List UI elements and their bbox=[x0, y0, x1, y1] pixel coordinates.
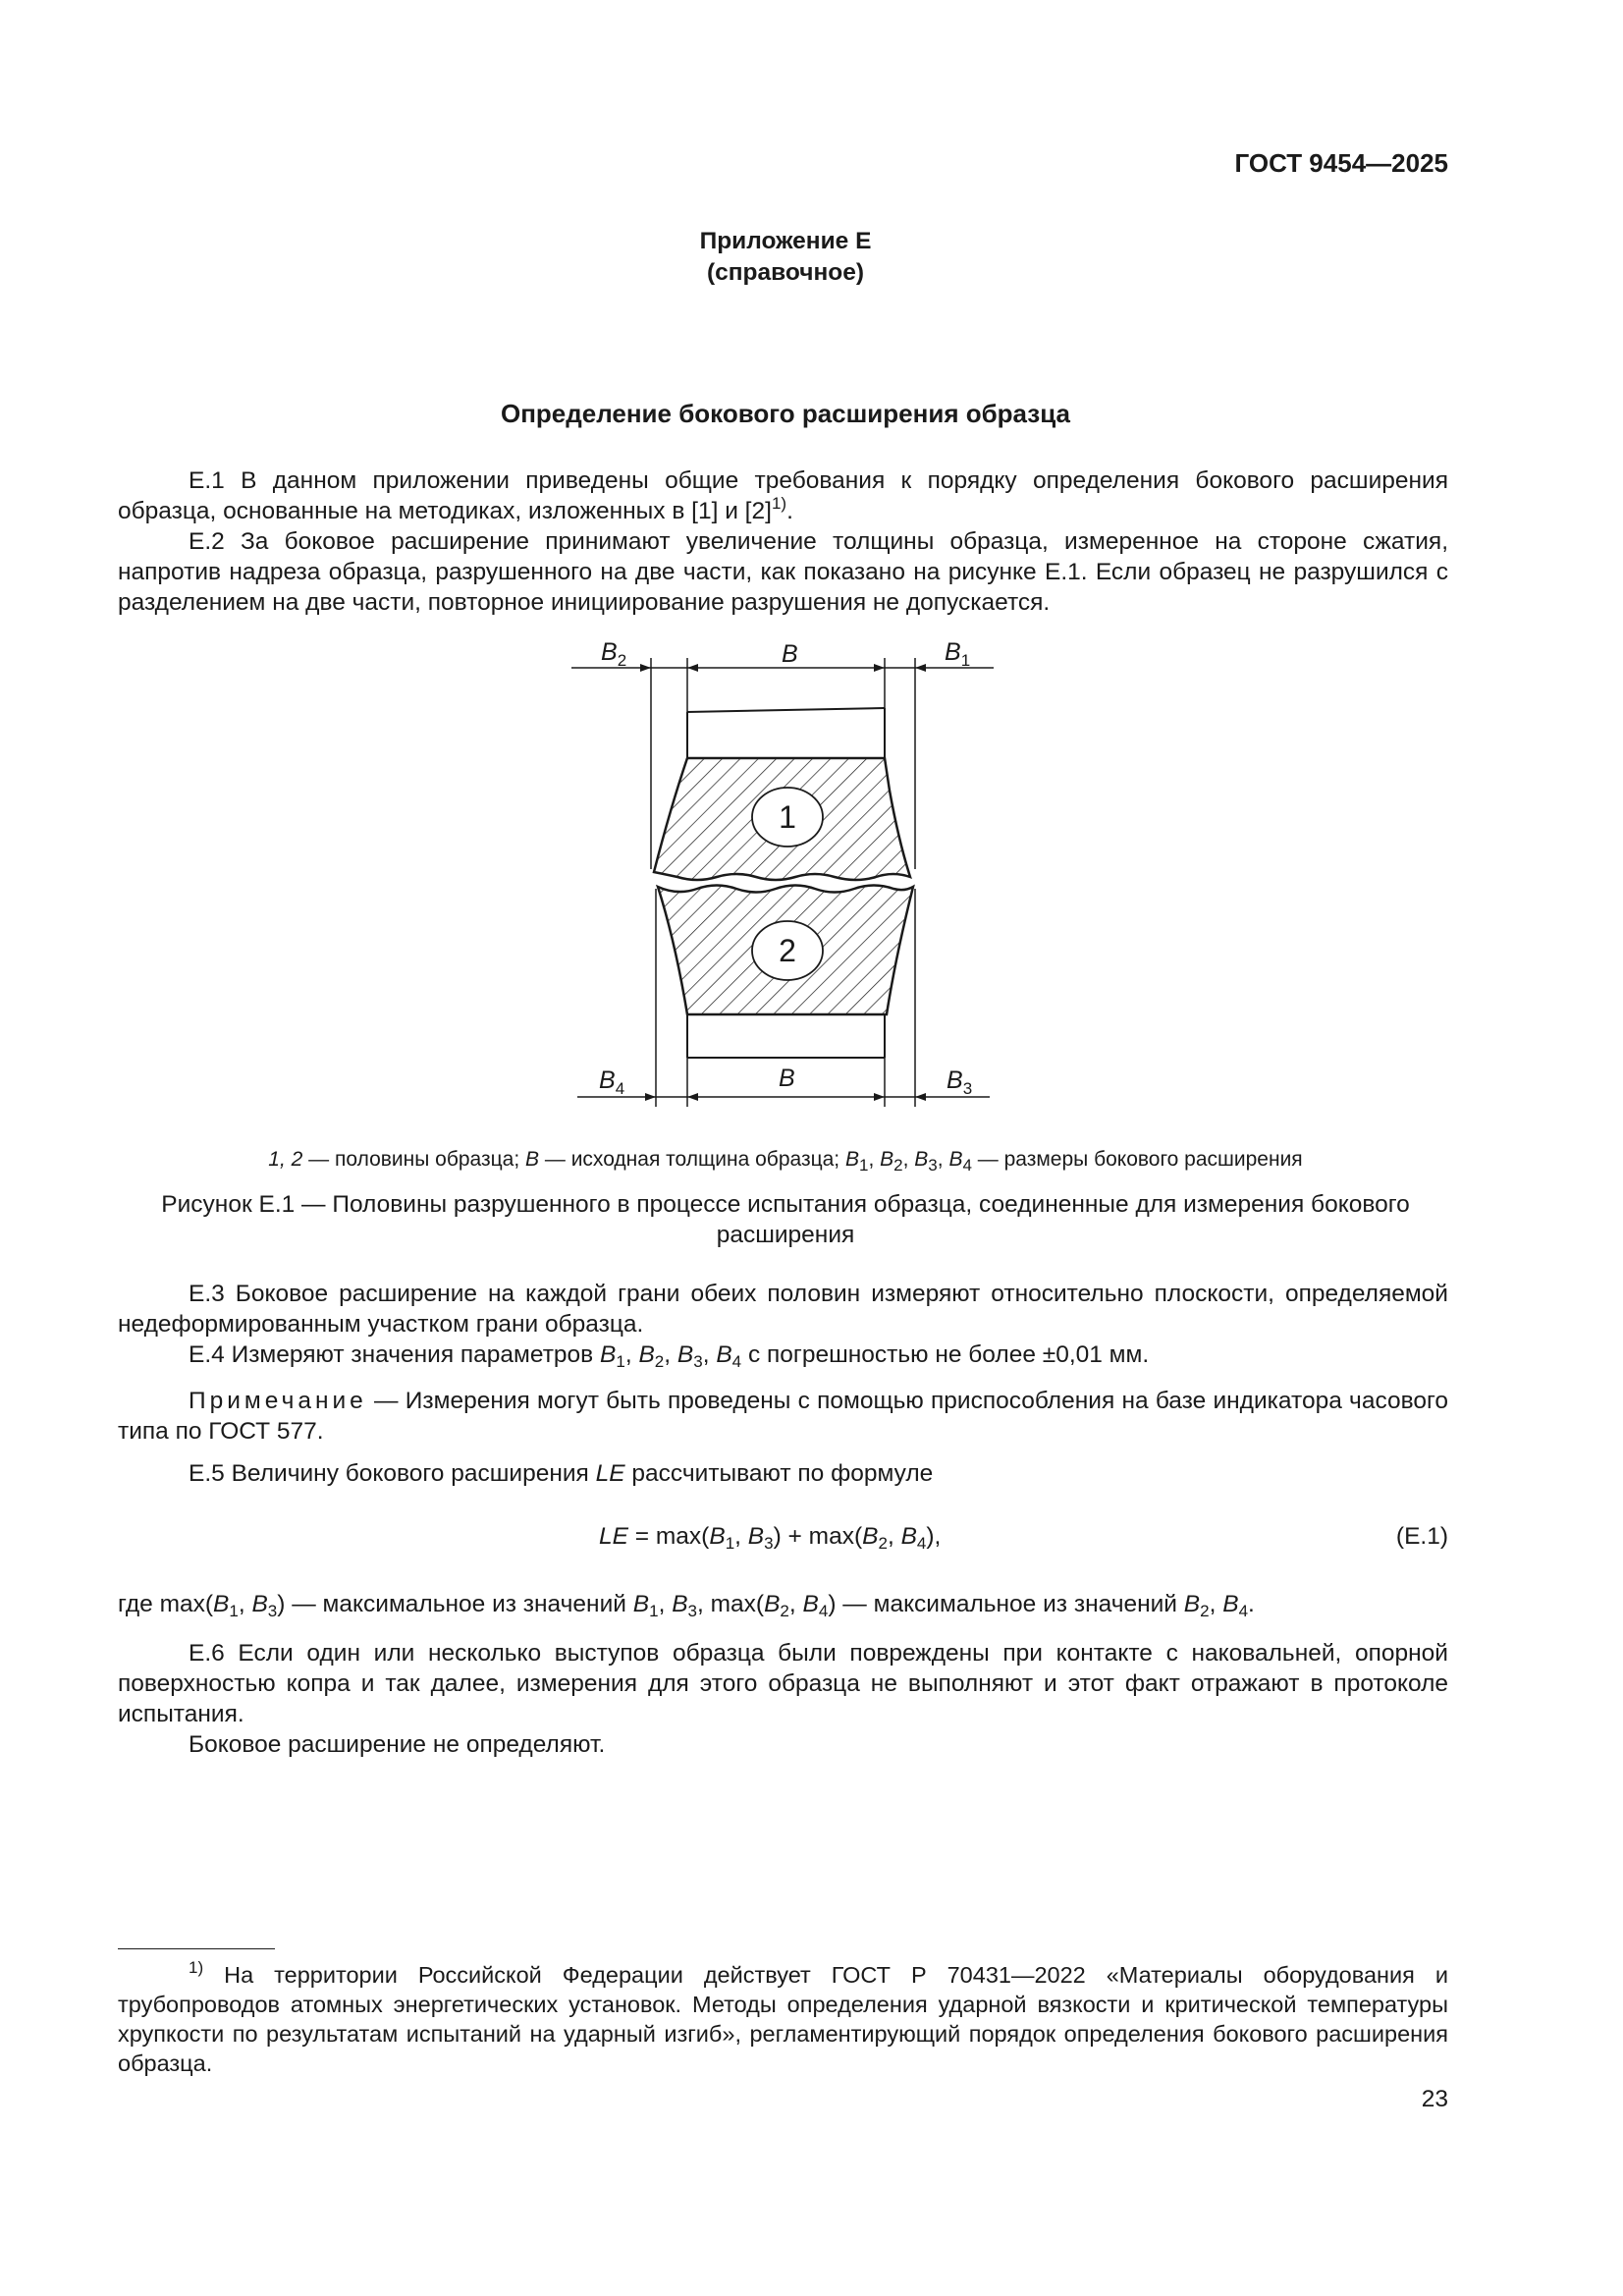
label-b4: $B_4$ bbox=[599, 1066, 625, 1098]
lower-half-unhatched bbox=[687, 1014, 885, 1058]
label-b1: $B_1$ bbox=[945, 638, 971, 670]
paragraph-e6: Е.6 Если один или несколько выступов образца были повреждены при контакте с наковальней, опорной поверхностью копра и так далее, измерения для этого образца не выполняют и этот факт отражают в протоколе испытания. bbox=[118, 1640, 1448, 1727]
extension-lines bbox=[651, 658, 915, 1107]
label-b2: $B_2$ bbox=[601, 638, 627, 670]
note-text: — Измерения могут быть проведены с помощью приспособления на базе индикатора часового типа по ГОСТ 577. bbox=[118, 1388, 1448, 1445]
label-b-bottom: B bbox=[779, 1065, 795, 1092]
document-code: ГОСТ 9454—2025 bbox=[1234, 148, 1448, 178]
label-b-top: B bbox=[782, 640, 798, 668]
legend-halves: 1, 2 bbox=[268, 1148, 303, 1171]
formula-explanation: где $\max(B_1$, $B_3$) — максимальное из значений $B_1$, $B_3$, $\max(B_2$, $B_4$) — максимальное из значений $B_2$, $B_4$. bbox=[118, 1591, 1255, 1620]
half-2-label: 2 bbox=[779, 933, 796, 968]
arrow bbox=[915, 1093, 926, 1101]
arrow bbox=[640, 664, 651, 672]
formula-expression: LE = $\max(B_1$, $B_3) + \max(B_2$, $B_4$), bbox=[599, 1523, 942, 1553]
paragraph-not-determined: Боковое расширение не определяют. bbox=[189, 1731, 606, 1758]
footnote bbox=[118, 1960, 1448, 2078]
page-number: 23 bbox=[1421, 2086, 1448, 2112]
paragraph-e4: Е.4 Измеряют значения параметров $B_1$, $B_2$, $B_3$, $B_4$ с погрешностью не более ±0,01 мм. bbox=[189, 1341, 1150, 1371]
note bbox=[118, 1386, 1448, 1447]
figure-legend: 1, 2 — половины образца; B — исходная толщина образца; $B_1$, $B_2$, $B_3$, $B_4$ — размеры бокового расширения bbox=[268, 1148, 1303, 1175]
half-1-label: 1 bbox=[779, 799, 796, 835]
label-b3: $B_3$ bbox=[947, 1066, 973, 1098]
footnote-divider bbox=[118, 1948, 275, 1949]
appendix-subtitle: (справочное) bbox=[706, 259, 865, 286]
e1-end: . bbox=[786, 498, 793, 524]
arrow bbox=[874, 664, 885, 672]
section-title: Определение бокового расширения образца bbox=[500, 399, 1070, 428]
paragraph-e1 bbox=[118, 465, 1448, 526]
arrow bbox=[874, 1093, 885, 1101]
arrow bbox=[645, 1093, 656, 1101]
footnote-text: На территории Российской Федерации действует ГОСТ Р 70431—2022 «Материалы оборудования и трубопроводов атомных энергетических установок. Методы определения ударной вязкости и критической температуры хрупкости по результатам испытаний на ударный изгиб», регламентирующий порядок определения бокового расширения образца. bbox=[118, 1962, 1448, 2076]
note-label: Примечание bbox=[189, 1388, 367, 1414]
paragraph-e2: Е.2 За боковое расширение принимают увеличение толщины образца, измеренное на стороне сжатия, напротив надреза образца, разрушенного на две части, как показано на рисунке Е.1. Если образец не разрушился с разделением на две части, повторное инициирование разрушения не допускается. bbox=[118, 528, 1448, 616]
paragraph-e3: Е.3 Боковое расширение на каждой грани обеих половин измеряют относительно плоскости, определяемой недеформированным участком грани образца. bbox=[118, 1281, 1448, 1338]
appendix-title: Приложение Е bbox=[699, 228, 872, 254]
paragraph-e5: Е.5 Величину бокового расширения LE рассчитывают по формуле bbox=[189, 1460, 934, 1487]
footnote-ref[interactable]: 1) bbox=[771, 494, 787, 513]
appendix-heading bbox=[0, 226, 1571, 289]
arrow bbox=[915, 664, 926, 672]
footnote-mark: 1) bbox=[189, 1958, 204, 1977]
formula-number: (Е.1) bbox=[1395, 1523, 1448, 1550]
upper-half-unhatched bbox=[687, 708, 885, 758]
arrow bbox=[687, 1093, 698, 1101]
arrow bbox=[687, 664, 698, 672]
figure-caption: Рисунок Е.1 — Половины разрушенного в процессе испытания образца, соединенные для измерения бокового расширения bbox=[161, 1191, 1410, 1248]
figure-e1 bbox=[560, 633, 1011, 1110]
e1-text: Е.1 В данном приложении приведены общие требования к порядку определения бокового расширения образца, основанные на методиках, изложенных в [1] и [2] bbox=[118, 467, 1448, 524]
